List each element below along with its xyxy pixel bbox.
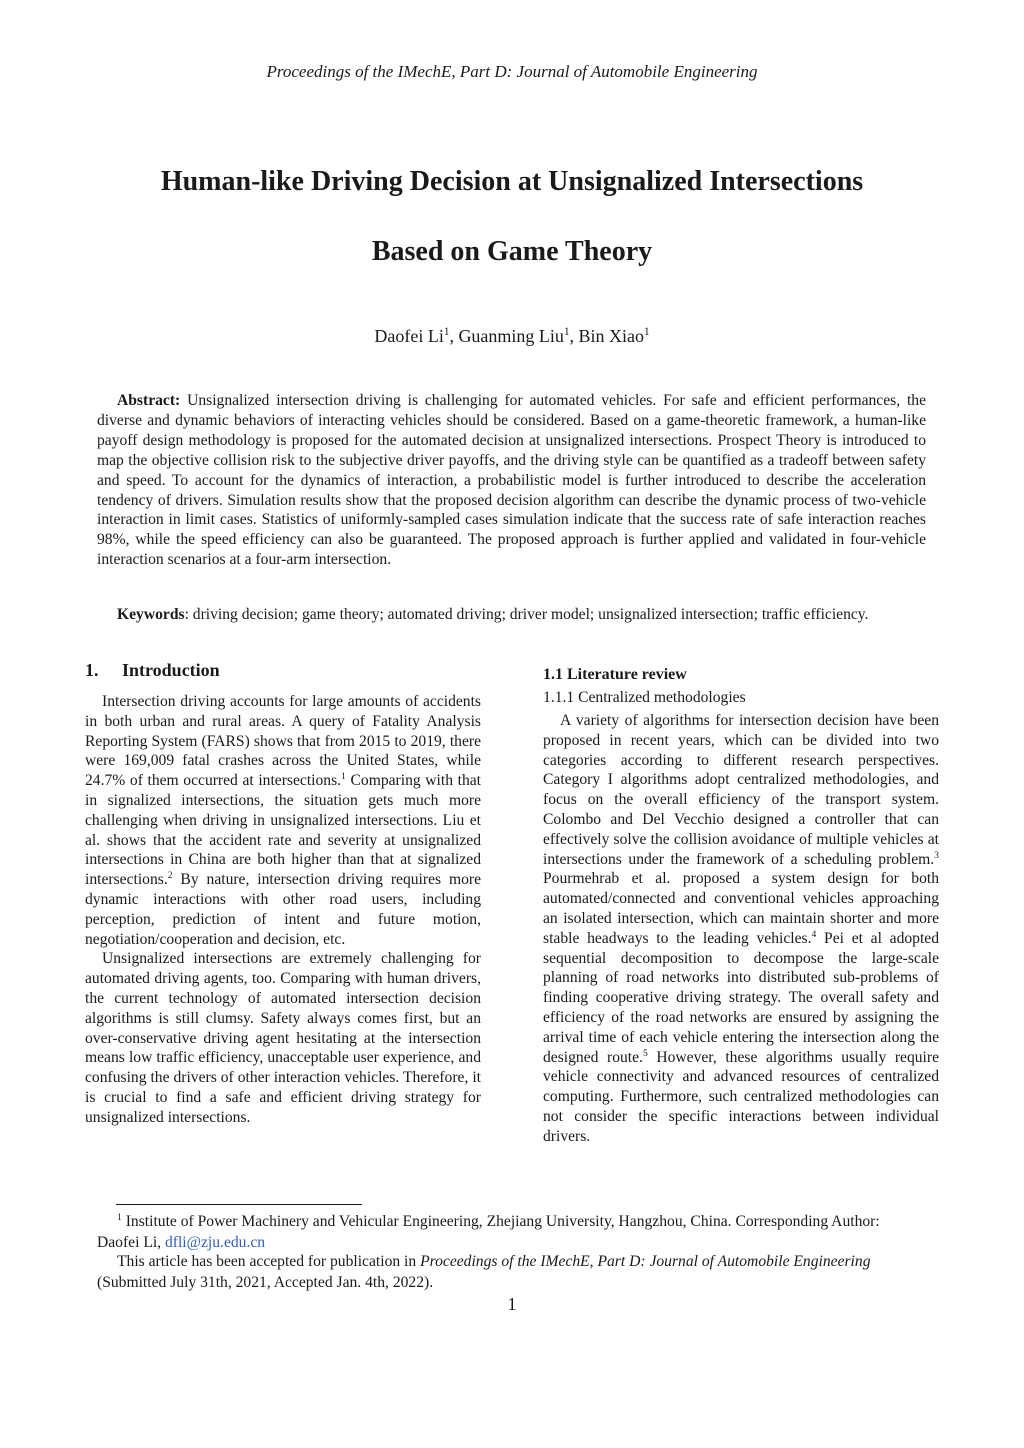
text-run: This article has been accepted for publication in	[117, 1253, 421, 1270]
abstract-label: Abstract:	[117, 392, 181, 409]
keywords-label: Keywords	[117, 606, 185, 623]
paper-title-line-1: Human-like Driving Decision at Unsignalized Intersections	[160, 166, 864, 197]
keywords	[97, 605, 926, 625]
author-separator: ,	[449, 326, 459, 346]
citation-mark: 1	[341, 771, 346, 782]
literature-paragraph-1	[543, 711, 939, 1147]
intro-paragraph-1	[85, 692, 481, 949]
author-separator: ,	[569, 326, 579, 346]
citation-mark: 4	[811, 928, 817, 940]
citation-mark: 3	[934, 849, 939, 861]
journal-name: Proceedings of the IMechE, Part D: Journal of Automobile Engineering	[420, 1253, 871, 1270]
author-name: Daofei Li	[374, 326, 444, 346]
abstract	[97, 391, 926, 570]
author-affiliation-mark: 1	[563, 326, 570, 338]
abstract-text: Unsignalized intersection driving is challenging for automated vehicles. For safe and efficient performances, the diverse and dynamic behaviors of interacting vehicles should be considered. Based on a game-theoretic framework, a human-like payoff design methodology is proposed for the automated decision at unsignalized intersections. Prospect Theory is introduced to map the objective collision risk to the subjective driver payoffs, and the driving style can be quantified as a tradeoff between safety and speed. To account for the dynamics of interaction, a probabilistic model is further introduced to describe the acceleration tendency of drivers. Simulation results show that the proposed decision algorithm can describe the dynamic process of two-vehicle interaction in limit cases. Statistics of uniformly-sampled cases simulation indicate that the success rate of safe interaction reaches 98%, while the speed efficiency can also be guaranteed. The proposed approach is further applied and validated in four-vehicle interaction scenarios at a four-arm intersection.	[97, 392, 926, 569]
section-heading-introduction	[85, 660, 481, 681]
author-name: Bin Xiao	[578, 326, 645, 346]
subsection-heading-literature-review: 1.1 Literature review	[543, 666, 687, 683]
footnote-text: Institute of Power Machinery and Vehicular Engineering, Zhejiang University, Hangzhou, China. Corresponding Author: Daofei Li,	[97, 1213, 880, 1251]
text-run: However, these algorithms usually require vehicle connectivity and advanced resources of centralized computing. Furthermore, such centralized methodologies can not consider the specific interactions between individual drivers.	[543, 1048, 939, 1145]
intro-paragraph-2: Unsignalized intersections are extremely challenging for automated driving agents, too. Comparing with human drivers, the current technology of automated intersection decision algorithms is still clumsy. Safety always comes first, but an over-conservative driving agent hesitating at the intersection means low traffic efficiency, unacceptable user experience, and confusing the drivers of other interaction vehicles. Therefore, it is crucial to find a safe and efficient driving strategy for unsignalized intersections.	[85, 950, 481, 1126]
text-run: By nature, intersection driving requires more dynamic interactions with other road users, including perception, prediction of intent and future motion, negotiation/cooperation and decision, etc.	[85, 871, 481, 948]
section-number: 1.	[85, 660, 99, 680]
author-list	[0, 326, 1024, 347]
footnote-mark: 1	[117, 1211, 122, 1223]
citation-mark: 2	[167, 869, 173, 881]
text-run: Pei et al adopted sequential decomposition to decompose the large-scale planning of road networks into distributed sub-problems of finding cooperative driving strategy. The overall safety and efficiency of the road networks are ensured by assigning the arrival time of each vehicle entering the intersection along the designed route.	[543, 929, 940, 1066]
text-run: (Submitted July 31th, 2021, Accepted Jan. 4th, 2022).	[97, 1273, 434, 1291]
left-column	[85, 660, 481, 1128]
subsubsection-heading-centralized: 1.1.1 Centralized methodologies	[543, 689, 746, 706]
email-link[interactable]: dfli@zju.edu.cn	[164, 1233, 266, 1251]
running-header: Proceedings of the IMechE, Part D: Journal of Automobile Engineering	[266, 62, 758, 81]
text-run: A variety of algorithms for intersection decision have been proposed in recent years, which can be divided into two categories according to different research perspectives. Category I algorithms adopt centralized methodologies, and focus on the overall efficiency of the transport system. Colombo and Del Vecchio designed a controller that can effectively solve the collision avoidance of multiple vehicles at intersections under the framework of a scheduling problem.	[543, 712, 939, 868]
author-affiliation-mark: 1	[443, 326, 450, 338]
paper-title-line-2: Based on Game Theory	[371, 236, 653, 267]
section-title: Introduction	[122, 660, 220, 680]
citation-mark: 5	[642, 1047, 648, 1059]
footnote-acceptance	[97, 1252, 926, 1293]
footnote-divider	[116, 1204, 362, 1205]
keywords-text: : driving decision; game theory; automated driving; driver model; unsignalized intersection; traffic efficiency.	[184, 606, 869, 623]
author-name: Guanming Liu	[458, 326, 564, 346]
text-run: Comparing with that in signalized intersections, the situation gets much more challenging when driving in unsignalized intersections. Liu et al. shows that the accident rate and severity at unsignalized intersections in China are both higher than that at signalized intersections.	[85, 772, 481, 889]
text-run: Intersection driving accounts for large amounts of accidents in both urban and rural areas. A query of Fatality Analysis Reporting System (FARS) shows that from 2015 to 2019, there were 169,009 fatal crashes across the United States, while 24.7% of them occurred at intersections.	[85, 693, 481, 790]
page-number: 1	[507, 1294, 517, 1314]
right-column	[543, 666, 939, 1147]
footnote-affiliation	[97, 1212, 926, 1253]
author-affiliation-mark: 1	[644, 326, 650, 338]
text-run: Pourmehrab et al. proposed a system design for both automated/connected and conventional vehicles approaching an isolated intersection, which can maintain shorter and more stable headways to the leading vehicles.	[543, 870, 939, 947]
